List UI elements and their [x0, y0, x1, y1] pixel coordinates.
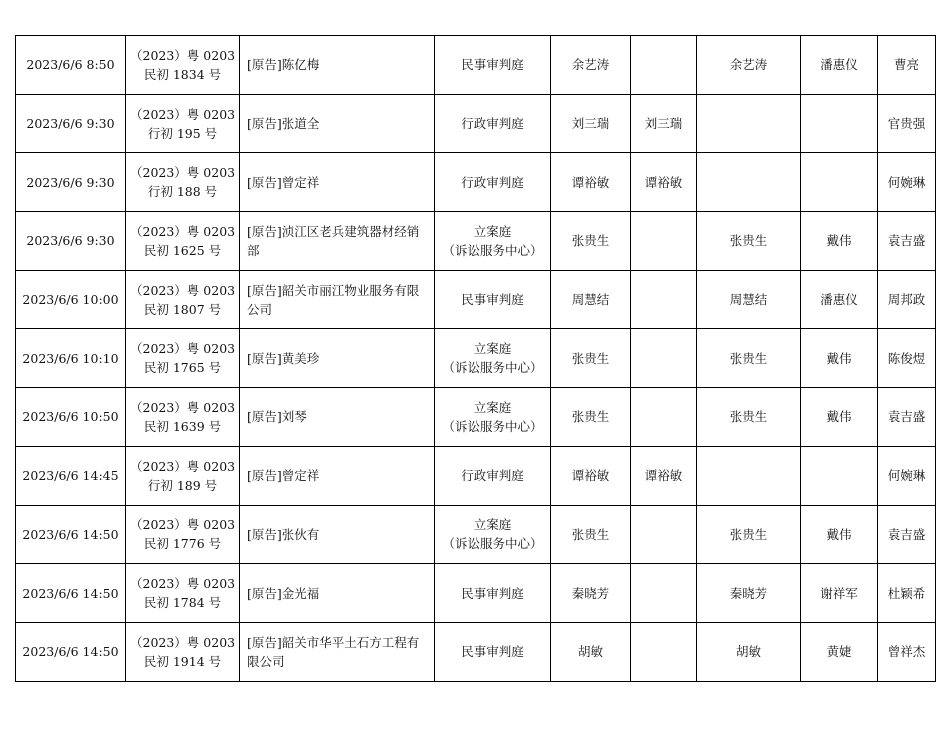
- department-subname: （诉讼服务中心）: [442, 242, 543, 258]
- case-number-id: 民初 1639 号: [143, 418, 222, 434]
- department: [435, 94, 551, 153]
- clerk: 袁吉盛: [878, 388, 936, 447]
- judge-col-8: 谢祥军: [801, 564, 878, 623]
- department-name: 民事审判庭: [461, 585, 524, 601]
- case-number-id: 民初 1807 号: [143, 301, 222, 317]
- table-row: [16, 329, 936, 388]
- case-number-id: 民初 1776 号: [143, 536, 222, 552]
- presiding-judge: 张贵生: [551, 329, 631, 388]
- judge-col-7: 秦晓芳: [697, 564, 801, 623]
- case-number-court: （2023）粤 0203: [130, 517, 236, 533]
- judge-col-7: 张贵生: [697, 212, 801, 271]
- clerk: 袁吉盛: [878, 505, 936, 564]
- department: [435, 212, 551, 271]
- judge-col-6: [631, 270, 697, 329]
- case-number-id: 民初 1834 号: [143, 66, 222, 82]
- department-name: 立案庭: [473, 399, 512, 415]
- judge-col-8: 戴伟: [801, 212, 878, 271]
- party-name: [原告]曾定祥: [240, 153, 435, 212]
- department: [435, 270, 551, 329]
- party-name: [原告]韶关市华平土石方工程有限公司: [240, 622, 435, 681]
- department: [435, 388, 551, 447]
- case-number-court: （2023）粤 0203: [130, 282, 236, 298]
- judge-col-7: [697, 153, 801, 212]
- department-name: 民事审判庭: [461, 292, 524, 308]
- case-number: [126, 94, 240, 153]
- case-number: [126, 329, 240, 388]
- party-name: [原告]张道全: [240, 94, 435, 153]
- case-number-court: （2023）粤 0203: [130, 576, 236, 592]
- judge-col-6: [631, 329, 697, 388]
- case-number: [126, 564, 240, 623]
- party-name: [原告]浈江区老兵建筑器材经销部: [240, 212, 435, 271]
- department: [435, 564, 551, 623]
- table-row: [16, 622, 936, 681]
- case-number-court: （2023）粤 0203: [130, 223, 236, 239]
- clerk: 陈俊煜: [878, 329, 936, 388]
- clerk: 官贵强: [878, 94, 936, 153]
- case-number-court: （2023）粤 0203: [130, 634, 236, 650]
- case-number-id: 行初 188 号: [147, 184, 218, 200]
- department-subname: （诉讼服务中心）: [442, 360, 543, 376]
- party-name: [原告]韶关市丽江物业服务有限公司: [240, 270, 435, 329]
- case-number: [126, 446, 240, 505]
- presiding-judge: 张贵生: [551, 505, 631, 564]
- case-number-id: 行初 189 号: [147, 477, 218, 493]
- department-subname: （诉讼服务中心）: [442, 418, 543, 434]
- case-number: [126, 505, 240, 564]
- judge-col-8: 戴伟: [801, 388, 878, 447]
- party-name: [原告]曾定祥: [240, 446, 435, 505]
- case-number: [126, 212, 240, 271]
- department-name: 立案庭: [473, 223, 512, 239]
- judge-col-7: [697, 446, 801, 505]
- case-number-court: （2023）粤 0203: [130, 341, 236, 357]
- hearing-time: 2023/6/6 9:30: [16, 212, 126, 271]
- case-number: [126, 36, 240, 95]
- hearing-time: 2023/6/6 8:50: [16, 36, 126, 95]
- clerk: 袁吉盛: [878, 212, 936, 271]
- table-row: [16, 446, 936, 505]
- judge-col-8: [801, 153, 878, 212]
- judge-col-6: [631, 622, 697, 681]
- party-name: [原告]黄美珍: [240, 329, 435, 388]
- clerk: 曾祥杰: [878, 622, 936, 681]
- table-row: [16, 388, 936, 447]
- department-name: 行政审判庭: [461, 116, 524, 132]
- judge-col-8: 戴伟: [801, 329, 878, 388]
- schedule-body: [16, 36, 936, 682]
- presiding-judge: 刘三瑞: [551, 94, 631, 153]
- party-name: [原告]陈亿梅: [240, 36, 435, 95]
- department: [435, 329, 551, 388]
- clerk: 杜颖希: [878, 564, 936, 623]
- presiding-judge: 胡敏: [551, 622, 631, 681]
- judge-col-8: 潘惠仪: [801, 36, 878, 95]
- judge-col-6: [631, 388, 697, 447]
- hearing-schedule-table: [15, 35, 936, 682]
- judge-col-8: 戴伟: [801, 505, 878, 564]
- judge-col-6: [631, 212, 697, 271]
- department-name: 立案庭: [473, 341, 512, 357]
- case-number: [126, 622, 240, 681]
- hearing-time: 2023/6/6 14:50: [16, 622, 126, 681]
- hearing-time: 2023/6/6 10:50: [16, 388, 126, 447]
- table-row: [16, 36, 936, 95]
- presiding-judge: 周慧结: [551, 270, 631, 329]
- hearing-time: 2023/6/6 10:00: [16, 270, 126, 329]
- department: [435, 36, 551, 95]
- judge-col-7: 胡敏: [697, 622, 801, 681]
- department: [435, 446, 551, 505]
- party-name: [原告]金光福: [240, 564, 435, 623]
- case-number-id: 民初 1914 号: [143, 653, 222, 669]
- presiding-judge: 张贵生: [551, 388, 631, 447]
- table-row: [16, 212, 936, 271]
- case-number: [126, 388, 240, 447]
- judge-col-7: 周慧结: [697, 270, 801, 329]
- judge-col-7: 张贵生: [697, 329, 801, 388]
- department-name: 民事审判庭: [461, 644, 524, 660]
- case-number-court: （2023）粤 0203: [130, 106, 236, 122]
- presiding-judge: 谭裕敏: [551, 446, 631, 505]
- party-name: [原告]张伙有: [240, 505, 435, 564]
- department-name: 民事审判庭: [461, 57, 524, 73]
- hearing-time: 2023/6/6 14:50: [16, 564, 126, 623]
- department-subname: （诉讼服务中心）: [442, 536, 543, 552]
- clerk: 周邦政: [878, 270, 936, 329]
- table-row: [16, 505, 936, 564]
- case-number-id: 行初 195 号: [147, 125, 218, 141]
- case-number-court: （2023）粤 0203: [130, 399, 236, 415]
- judge-col-7: [697, 94, 801, 153]
- clerk: 何婉琳: [878, 153, 936, 212]
- judge-col-6: 谭裕敏: [631, 153, 697, 212]
- case-number: [126, 270, 240, 329]
- case-number-court: （2023）粤 0203: [130, 165, 236, 181]
- presiding-judge: 谭裕敏: [551, 153, 631, 212]
- clerk: 曹亮: [878, 36, 936, 95]
- department-name: 行政审判庭: [461, 174, 524, 190]
- department: [435, 153, 551, 212]
- department: [435, 505, 551, 564]
- judge-col-6: 谭裕敏: [631, 446, 697, 505]
- judge-col-6: [631, 36, 697, 95]
- table-row: [16, 94, 936, 153]
- presiding-judge: 张贵生: [551, 212, 631, 271]
- hearing-time: 2023/6/6 10:10: [16, 329, 126, 388]
- department: [435, 622, 551, 681]
- table-row: [16, 153, 936, 212]
- judge-col-8: [801, 446, 878, 505]
- hearing-time: 2023/6/6 14:45: [16, 446, 126, 505]
- judge-col-6: [631, 564, 697, 623]
- department-name: 行政审判庭: [461, 468, 524, 484]
- case-number: [126, 153, 240, 212]
- judge-col-8: [801, 94, 878, 153]
- table-row: [16, 564, 936, 623]
- case-number-id: 民初 1765 号: [143, 360, 222, 376]
- hearing-time: 2023/6/6 9:30: [16, 153, 126, 212]
- judge-col-8: 潘惠仪: [801, 270, 878, 329]
- judge-col-6: [631, 505, 697, 564]
- judge-col-7: 张贵生: [697, 505, 801, 564]
- hearing-time: 2023/6/6 14:50: [16, 505, 126, 564]
- presiding-judge: 秦晓芳: [551, 564, 631, 623]
- presiding-judge: 余艺涛: [551, 36, 631, 95]
- judge-col-7: 张贵生: [697, 388, 801, 447]
- judge-col-7: 余艺涛: [697, 36, 801, 95]
- judge-col-8: 黄婕: [801, 622, 878, 681]
- department-name: 立案庭: [473, 517, 512, 533]
- case-number-id: 民初 1784 号: [143, 595, 222, 611]
- judge-col-6: 刘三瑞: [631, 94, 697, 153]
- case-number-court: （2023）粤 0203: [130, 458, 236, 474]
- case-number-id: 民初 1625 号: [143, 242, 222, 258]
- party-name: [原告]刘琴: [240, 388, 435, 447]
- case-number-court: （2023）粤 0203: [130, 47, 236, 63]
- clerk: 何婉琳: [878, 446, 936, 505]
- table-row: [16, 270, 936, 329]
- hearing-time: 2023/6/6 9:30: [16, 94, 126, 153]
